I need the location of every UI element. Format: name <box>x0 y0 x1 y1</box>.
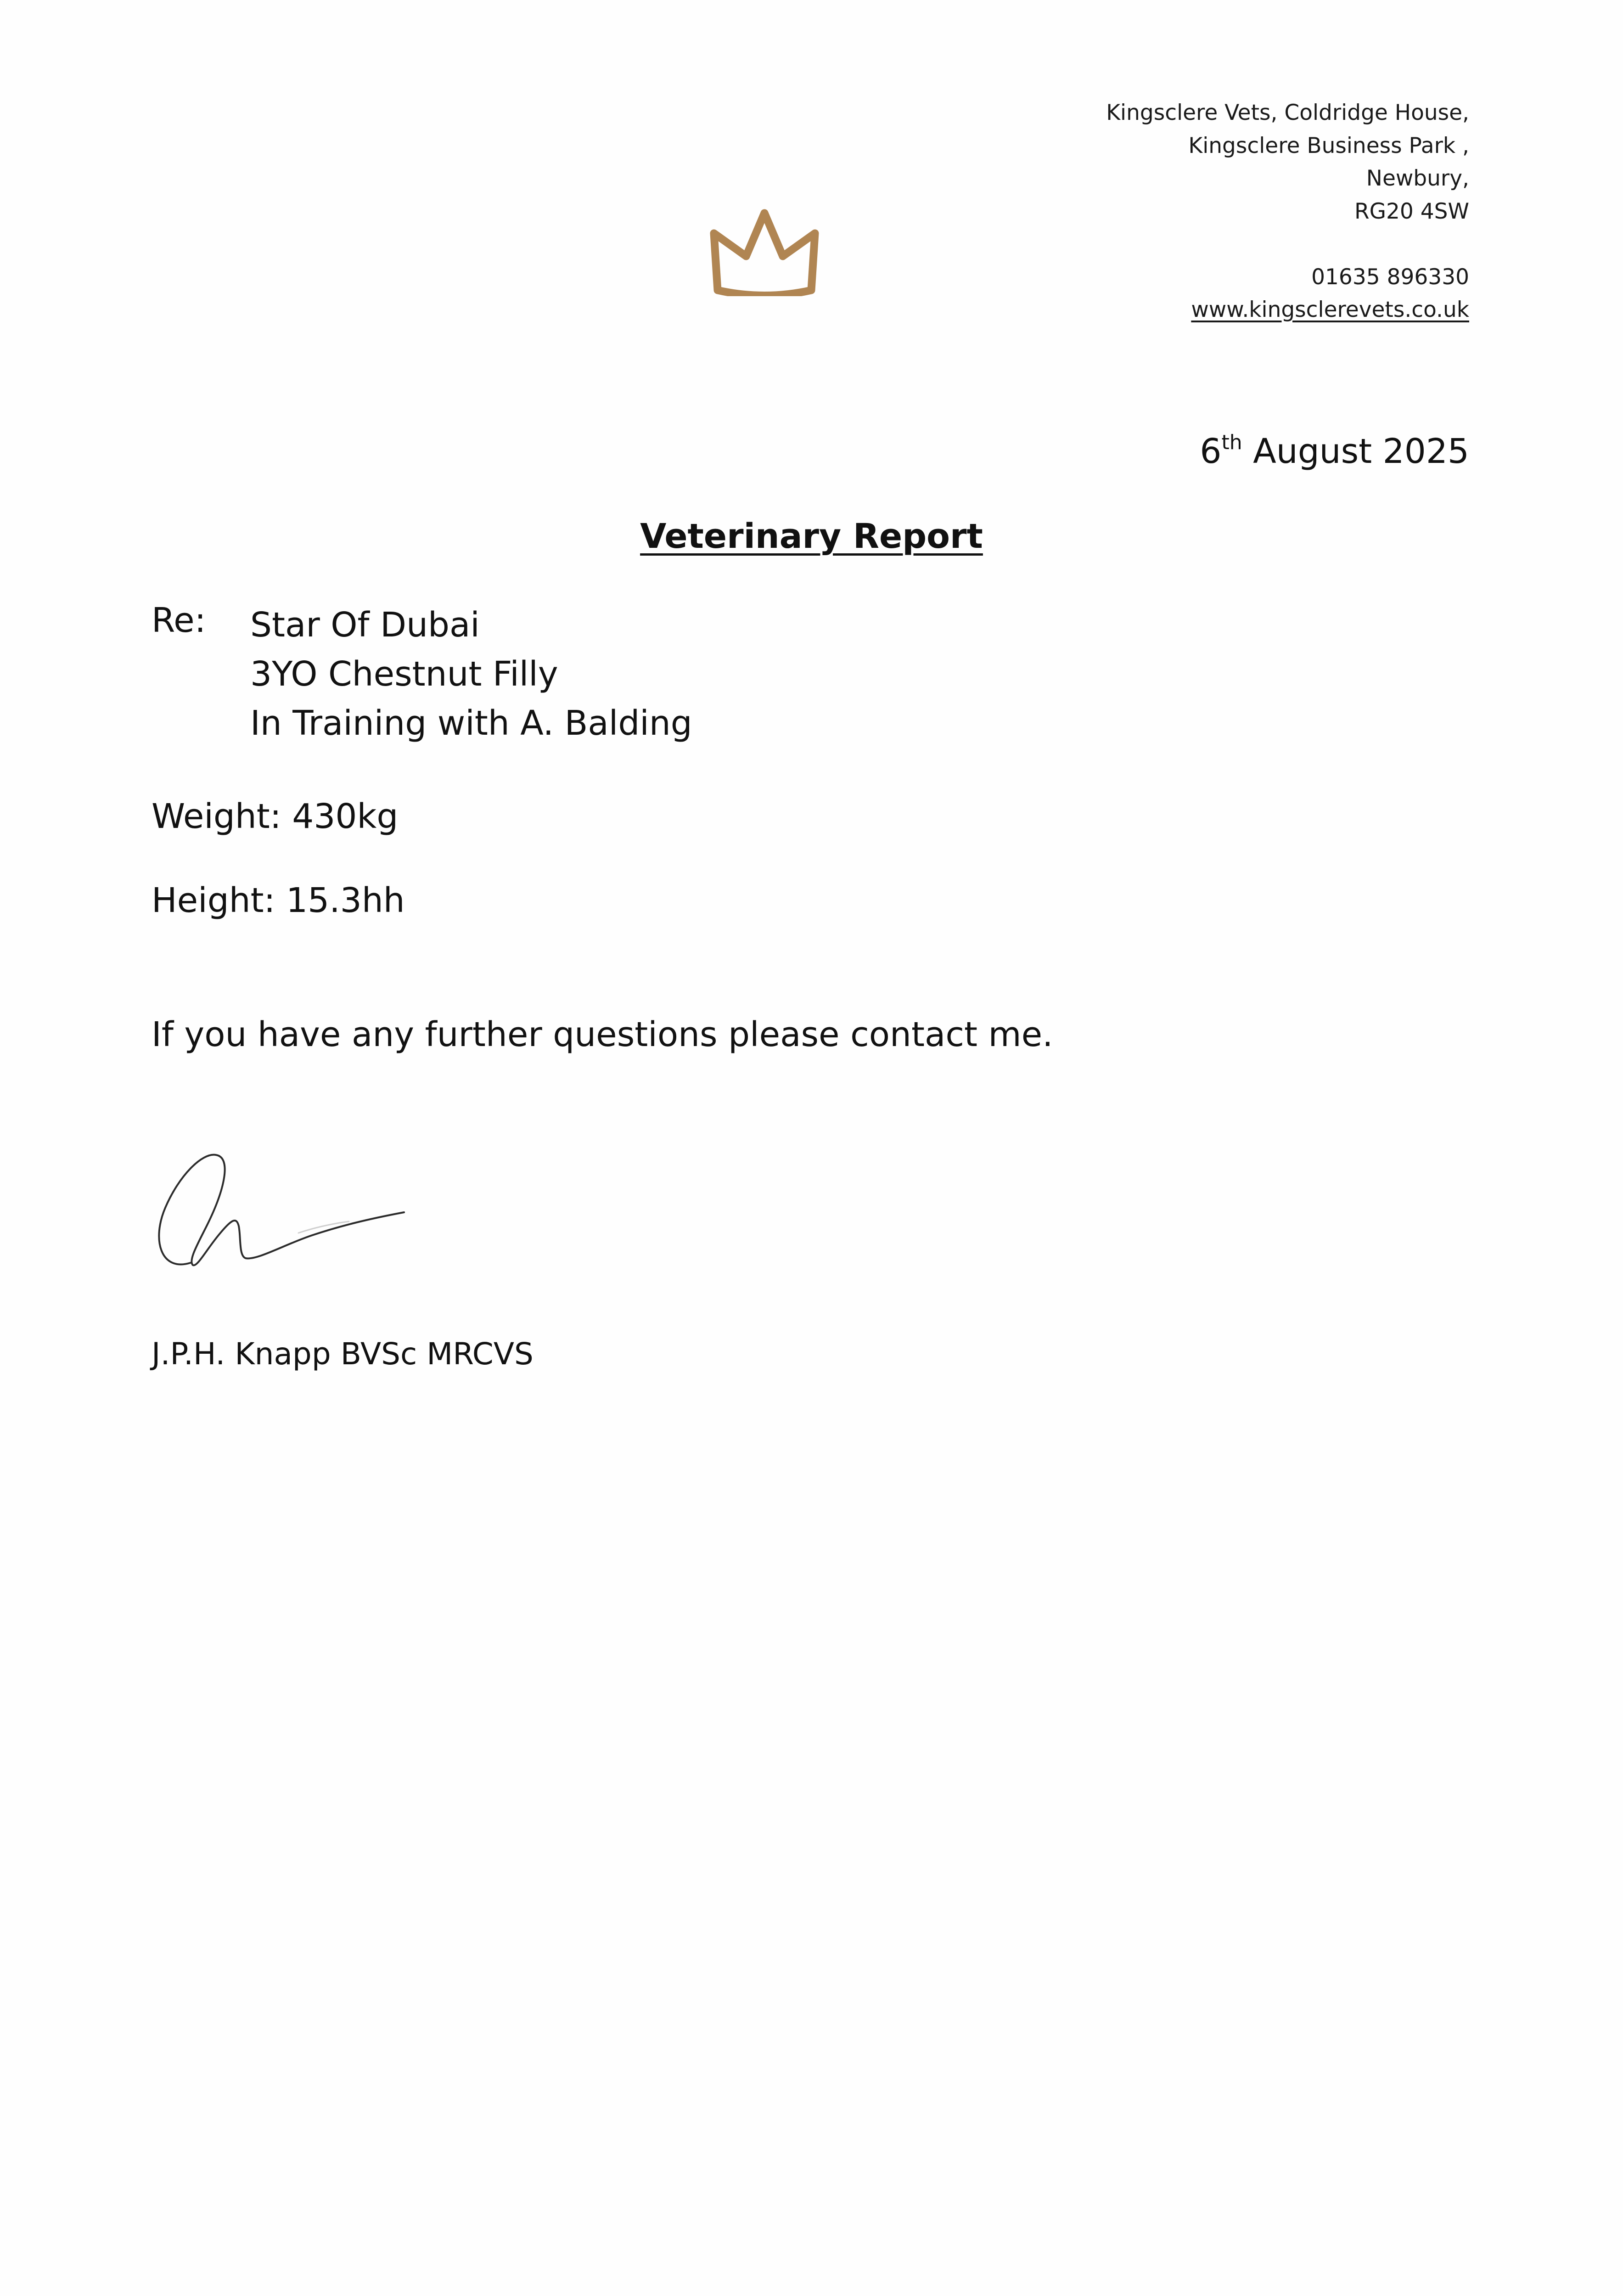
handwritten-signature <box>147 1134 422 1290</box>
website-link[interactable]: www.kingsclerevets.co.uk <box>1191 297 1469 322</box>
height-line: Height: 15.3hh <box>152 881 405 920</box>
trainer-info: In Training with A. Balding <box>250 703 692 743</box>
address-gap <box>1106 228 1469 261</box>
date-suffix: th <box>1221 431 1242 454</box>
closing-line: If you have any further questions please contact me. <box>152 1015 1053 1054</box>
weight-line: Weight: 430kg <box>152 797 399 836</box>
address-line-1: Kingsclere Vets, Coldridge House, <box>1106 100 1469 125</box>
letterhead-address-block <box>1106 96 1469 326</box>
report-title <box>0 517 1623 556</box>
crown-icon <box>705 207 824 296</box>
horse-description: 3YO Chestnut Filly <box>250 654 558 694</box>
address-line-4: RG20 4SW <box>1354 198 1469 224</box>
phone-number: 01635 896330 <box>1311 264 1469 290</box>
report-title-text: Veterinary Report <box>640 517 983 556</box>
address-line-2: Kingsclere Business Park , <box>1188 133 1469 158</box>
re-label: Re: <box>152 601 206 640</box>
letter-date <box>1200 432 1469 471</box>
address-line-3: Newbury, <box>1366 166 1469 191</box>
subject-details <box>250 601 692 748</box>
date-day: 6 <box>1200 432 1222 471</box>
date-month-year: August 2025 <box>1242 432 1469 471</box>
signer-name: J.P.H. Knapp BVSc MRCVS <box>152 1336 534 1372</box>
horse-name: Star Of Dubai <box>250 605 480 645</box>
